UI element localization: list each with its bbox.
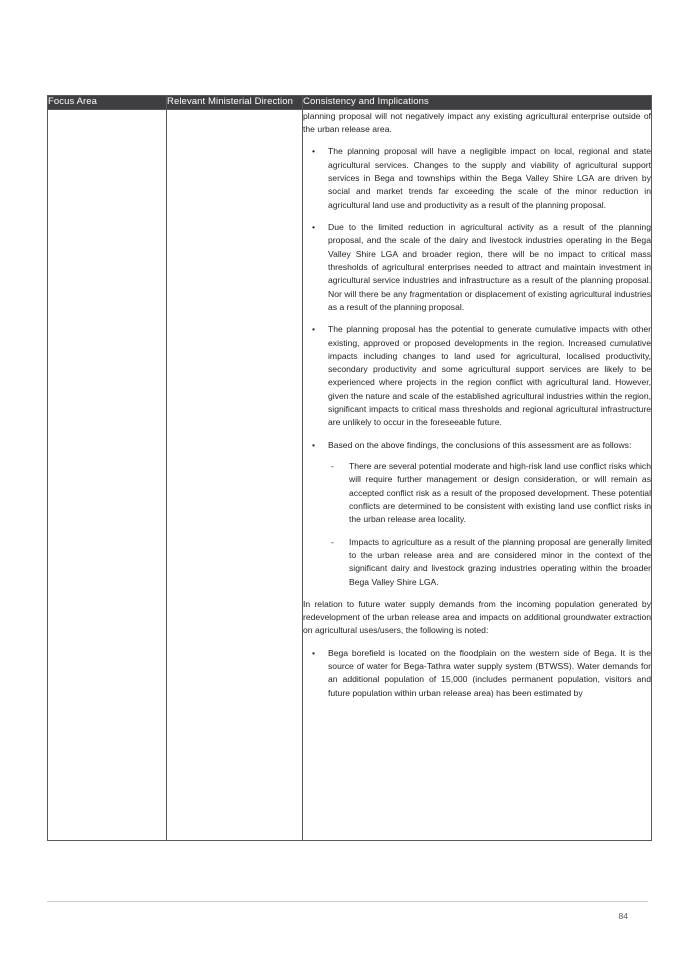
dash-icon: - — [331, 461, 334, 471]
bullet-icon: • — [312, 146, 316, 157]
bullet-icon: • — [312, 647, 316, 658]
list-item-text: Based on the above findings, the conclusions of this assessment are as follows: — [328, 439, 632, 450]
continued-paragraph: planning proposal will not negatively impact any existing agricultural enterprise outside of the urban release area. — [303, 110, 651, 135]
table-header — [48, 96, 652, 110]
table-header-row — [48, 96, 652, 110]
sub-list-item — [328, 536, 651, 589]
column-header-focus-area: Focus Area — [48, 96, 167, 110]
dash-icon: - — [331, 536, 334, 547]
list-item-text: Bega borefield is located on the floodplain on the western side of Bega. It is the source of water for Bega-Tathra water supply system (BTWSS). Water demands for an additional population of 15,000 (includes permanent population, visitors and future population within urban release area) has been estimated by — [328, 647, 651, 698]
cell-ministerial-direction — [167, 109, 303, 840]
conclusions-sub-list — [328, 460, 651, 589]
column-header-ministerial-direction: Relevant Ministerial Direction — [167, 96, 303, 110]
sub-list-item-text: There are several potential moderate and high-risk land use conflict risks which will require further management or design consideration, or will remain as accepted conflict risk as a result of the proposed development. These potential conflicts are determined to be consistent with existing land use conflict risks in the urban release area locality. — [349, 461, 651, 525]
cell-focus-area — [48, 109, 167, 840]
list-item — [303, 145, 651, 212]
page-number: 84 — [618, 911, 628, 921]
bullet-icon: • — [312, 324, 316, 335]
list-item-text: The planning proposal has the potential to generate cumulative impacts with other existing, approved or proposed developments in the region. Increased cumulative impacts including changes to land used for agricultural, localised productivity, secondary productivity and some agricultural support services are likely to be experienced where projects in the region conflict with agricultural land. However, given the nature and scale of the established agricultural industries within the region, significant impacts to critical mass thresholds and regional agricultural infrastructure are unlikely to occur in the foreseeable future. — [328, 324, 651, 428]
list-item — [303, 221, 651, 314]
impact-findings-list — [303, 145, 651, 588]
column-header-consistency: Consistency and Implications — [303, 96, 652, 110]
assessment-table-wrapper — [47, 95, 651, 841]
table-row — [48, 109, 652, 840]
water-supply-paragraph: In relation to future water supply demands from the incoming population generated by redevelopment of the urban release area and impacts on additional groundwater extraction on agricultural uses/users, the following is noted: — [303, 598, 651, 636]
cell-consistency-and-implications — [303, 109, 652, 840]
list-item-conclusions — [303, 439, 651, 589]
sub-list-item — [328, 460, 651, 527]
list-item-text: The planning proposal will have a negligible impact on local, regional and state agricultural services. Changes to the supply and viability of agricultural support services in Bega and townships within the Bega Valley Shire LGA are driven by social and market trends far exceeding the scale of the minor reduction in agricultural land use and productivity as a result of the planning proposal. — [328, 146, 651, 210]
list-item — [303, 323, 651, 430]
table-body — [48, 109, 652, 840]
list-item — [303, 647, 651, 700]
sub-list-item-text: Impacts to agriculture as a result of the planning proposal are generally limited to the urban release area and are considered minor in the context of the significant dairy and livestock grazing industries operating within the broader Bega Valley Shire LGA. — [349, 536, 651, 587]
assessment-table — [47, 95, 652, 841]
bullet-icon: • — [312, 439, 316, 450]
bullet-icon: • — [312, 222, 316, 232]
water-supply-list — [303, 647, 651, 700]
list-item-text: Due to the limited reduction in agricultural activity as a result of the planning proposal, and the scale of the dairy and livestock industries operating in the Bega Valley Shire LGA and broader region, there will be no impact to critical mass thresholds of agricultural enterprises needed to attract and maintain investment in agricultural service industries and infrastructure as a result of the planning proposal. Nor will there be any fragmentation or displacement of existing agricultural industries as a result of the planning proposal. — [328, 222, 651, 312]
footer-divider — [47, 901, 648, 902]
